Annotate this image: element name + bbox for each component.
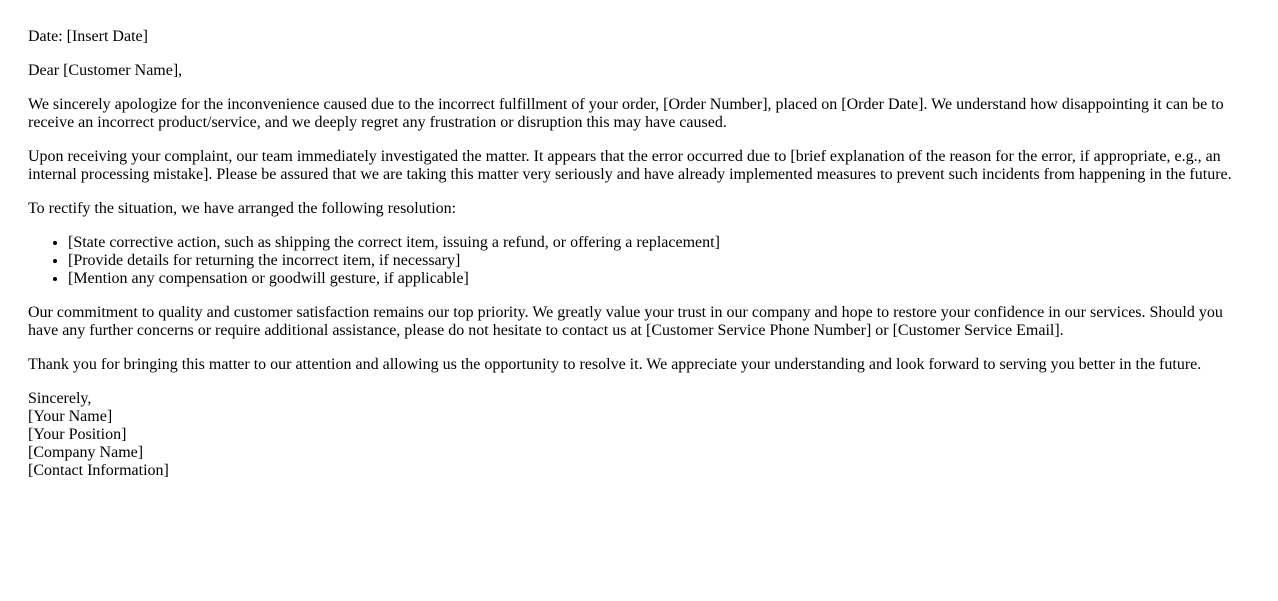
- signer-contact: [Contact Information]: [28, 462, 169, 479]
- resolution-intro-paragraph: To rectify the situation, we have arranged the following resolution:: [28, 200, 457, 217]
- investigation-paragraph: Upon receiving your complaint, our team immediately investigated the matter. It appears that the error occurred due to [brief explanation of the reason for the error, if appropriate, e.g., an internal processing mistake]. Please be assured that we are taking this matter very seriously and have already implemented measures to prevent such incidents from happening in the future.: [28, 148, 1232, 183]
- list-item: • [State corrective action, such as shipping the correct item, issuing a refund, or offering a replacement]: [68, 234, 1238, 252]
- signer-company: [Company Name]: [28, 444, 144, 461]
- closing: Sincerely,: [28, 390, 92, 407]
- resolution-list: [28, 234, 1238, 288]
- signer-position: [Your Position]: [28, 426, 127, 443]
- commitment-paragraph: Our commitment to quality and customer satisfaction remains our top priority. We greatly value your trust in our company and hope to restore your confidence in our services. Should you have any further concerns or require additional assistance, please do not hesitate to contact us at [Customer Service Phone Number] or [Customer Service Email].: [28, 304, 1223, 339]
- salutation: Dear [Customer Name],: [28, 62, 183, 79]
- list-item: • [Mention any compensation or goodwill gesture, if applicable]: [68, 270, 1238, 288]
- date-line: Date: [Insert Date]: [28, 28, 148, 45]
- signature-block: [28, 390, 1238, 480]
- list-item: • [Provide details for returning the incorrect item, if necessary]: [68, 252, 1238, 270]
- thanks-paragraph: Thank you for bringing this matter to our attention and allowing us the opportunity to resolve it. We appreciate your understanding and look forward to serving you better in the future.: [28, 356, 1202, 373]
- apology-paragraph: We sincerely apologize for the inconvenience caused due to the incorrect fulfillment of your order, [Order Number], placed on [Order Date]. We understand how disappointing it can be to receive an incorrect product/service, and we deeply regret any frustration or disruption this may have caused.: [28, 96, 1224, 131]
- signer-name: [Your Name]: [28, 408, 113, 425]
